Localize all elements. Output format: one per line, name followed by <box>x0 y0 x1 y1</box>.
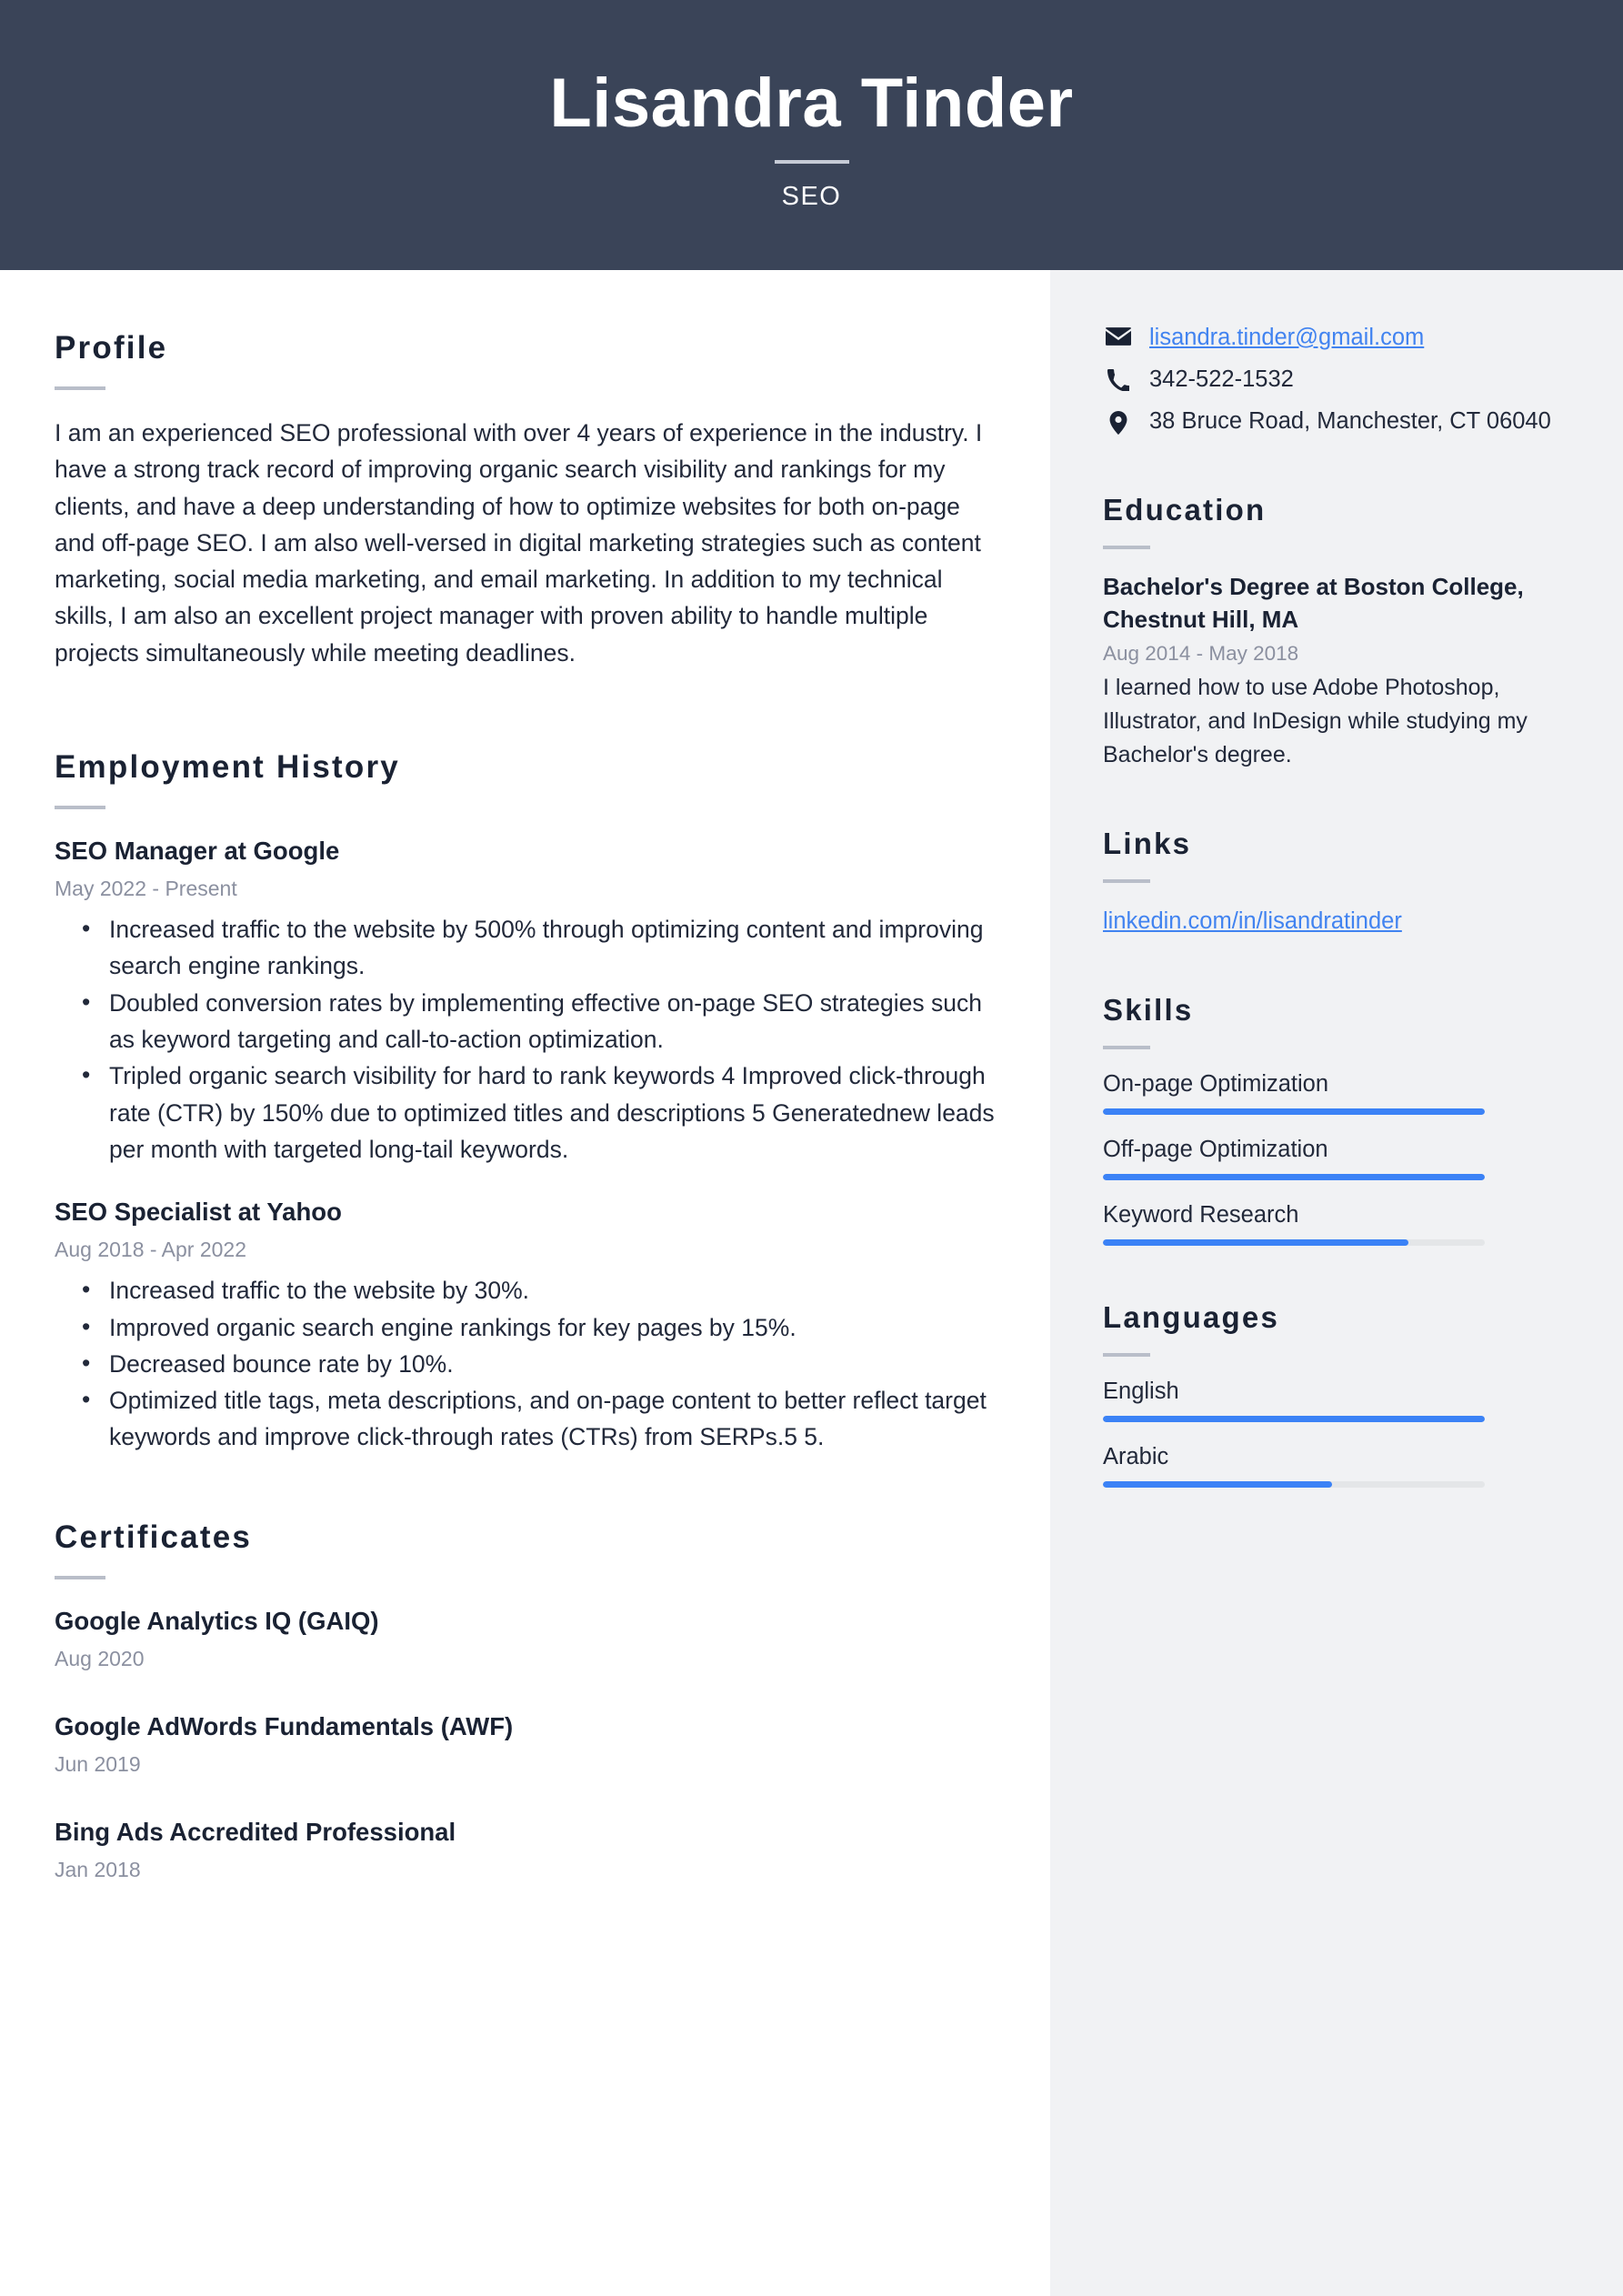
section-heading-links: Links <box>1103 826 1192 860</box>
language-label: English <box>1103 1378 1179 1404</box>
skill-bar-track <box>1103 1239 1485 1246</box>
skill-label: On-page Optimization <box>1103 1070 1329 1097</box>
bullet-item: • Tripled organic search visibility for hard to rank keywords 4 Improved click-through rate (CTR) by 150% due to optimized titles and descriptions 5 Generatednew leads per month with targeted long-tail keywords. <box>104 1058 996 1168</box>
section-education <box>1103 493 1568 772</box>
education-title: Bachelor's Degree at Boston College, Chestnut Hill, MA <box>1103 572 1524 633</box>
job-entry <box>55 834 996 1168</box>
certificate-entry <box>55 1815 996 1884</box>
section-rule <box>55 386 105 390</box>
resume-header <box>0 0 1623 270</box>
page-title: Lisandra Tinder <box>549 64 1074 142</box>
skill-bar-track <box>1103 1108 1485 1115</box>
section-skills <box>1103 993 1568 1246</box>
section-heading-employment: Employment History <box>55 748 400 785</box>
language-bar-track <box>1103 1481 1485 1488</box>
section-rule <box>1103 546 1150 549</box>
header-job-title: SEO <box>781 182 842 212</box>
education-description: I learned how to use Adobe Photoshop, Illustrator, and InDesign while studying my Bachelor's degree. <box>1103 674 1528 767</box>
resume-body <box>0 270 1623 2296</box>
education-date: Aug 2014 - May 2018 <box>1103 641 1299 665</box>
section-links <box>1103 827 1568 938</box>
main-column <box>0 270 1050 2296</box>
certificate-title: Google Analytics IQ (GAIQ) <box>55 1606 379 1635</box>
address-text: 38 Bruce Road, Manchester, CT 06040 <box>1149 407 1551 434</box>
phone-text: 342-522-1532 <box>1149 366 1294 392</box>
skill-label: Keyword Research <box>1103 1201 1299 1228</box>
section-heading-skills: Skills <box>1103 992 1194 1027</box>
language-label: Arabic <box>1103 1443 1169 1469</box>
skill-row <box>1103 1137 1568 1180</box>
section-profile <box>55 330 996 671</box>
bullet-item: • Increased traffic to the website by 30%. <box>104 1272 996 1308</box>
job-date: May 2022 - Present <box>55 876 237 900</box>
contact-block <box>1103 321 1568 438</box>
job-title: SEO Specialist at Yahoo <box>55 1198 342 1227</box>
skill-row <box>1103 1202 1568 1246</box>
section-rule <box>1103 1046 1150 1049</box>
language-row <box>1103 1379 1568 1422</box>
certificate-date: Jan 2018 <box>55 1858 141 1882</box>
section-rule <box>55 806 105 809</box>
job-date: Aug 2018 - Apr 2022 <box>55 1238 246 1262</box>
section-heading-languages: Languages <box>1103 1299 1280 1334</box>
skill-bar-track <box>1103 1174 1485 1180</box>
skill-row <box>1103 1071 1568 1115</box>
education-entry <box>1103 571 1568 772</box>
certificate-date: Aug 2020 <box>55 1646 145 1670</box>
map-pin-icon <box>1103 405 1134 435</box>
certificate-entry <box>55 1709 996 1779</box>
language-bar-fill <box>1103 1481 1332 1488</box>
profile-text: I am an experienced SEO professional with over 4 years of experience in the industry. I have a strong track record of improving organic search visibility and rankings for my clients, and have a deep understanding of how to optimize websites for both on-page and off-page SEO. I am also well-versed in digital marketing strategies such as content marketing, social media marketing, and email marketing. In addition to my technical skills, I am also an excellent project manager with proven ability to handle multiple projects simultaneously while meeting deadlines. <box>55 419 983 667</box>
section-rule <box>1103 879 1150 883</box>
section-employment-history <box>55 749 996 1456</box>
bullet-item: • Optimized title tags, meta descriptions, and on-page content to better reflect target keywords and improve click-through rates (CTRs) from SERPs.5 5. <box>104 1382 996 1456</box>
language-bar-fill <box>1103 1416 1485 1422</box>
section-certificates <box>55 1519 996 1885</box>
job-title: SEO Manager at Google <box>55 836 340 865</box>
certificate-entry <box>55 1604 996 1673</box>
certificate-title: Bing Ads Accredited Professional <box>55 1818 456 1847</box>
header-divider <box>775 160 849 164</box>
section-rule <box>55 1576 105 1579</box>
certificate-date: Jun 2019 <box>55 1752 141 1777</box>
skill-bar-fill <box>1103 1174 1485 1180</box>
language-bar-track <box>1103 1416 1485 1422</box>
section-heading-profile: Profile <box>55 330 168 366</box>
language-row <box>1103 1444 1568 1488</box>
skill-bar-fill <box>1103 1239 1408 1246</box>
section-heading-education: Education <box>1103 492 1267 526</box>
contact-row-address <box>1103 405 1568 438</box>
section-rule <box>1103 1353 1150 1357</box>
job-bullets <box>55 1272 996 1455</box>
sidebar-column <box>1050 270 1623 2296</box>
skill-bar-fill <box>1103 1108 1485 1115</box>
linkedin-link[interactable]: linkedin.com/in/lisandratinder <box>1103 907 1402 934</box>
bullet-item: • Decreased bounce rate by 10%. <box>104 1346 996 1382</box>
bullet-item: • Doubled conversion rates by implementing effective on-page SEO strategies such as keyword targeting and call-to-action optimization. <box>104 985 996 1058</box>
bullet-item: • Increased traffic to the website by 500% through optimizing content and improving search engine rankings. <box>104 911 996 985</box>
email-link[interactable]: lisandra.tinder@gmail.com <box>1149 325 1425 350</box>
section-heading-certificates: Certificates <box>55 1519 253 1555</box>
certificate-title: Google AdWords Fundamentals (AWF) <box>55 1711 514 1740</box>
skill-label: Off-page Optimization <box>1103 1136 1328 1162</box>
phone-icon <box>1103 363 1134 391</box>
job-entry <box>55 1195 996 1456</box>
contact-row-email <box>1103 321 1568 355</box>
envelope-icon <box>1103 321 1134 346</box>
section-languages <box>1103 1300 1568 1488</box>
job-bullets <box>55 911 996 1168</box>
bullet-item: • Improved organic search engine rankings for key pages by 15%. <box>104 1309 996 1346</box>
contact-row-phone <box>1103 363 1568 396</box>
